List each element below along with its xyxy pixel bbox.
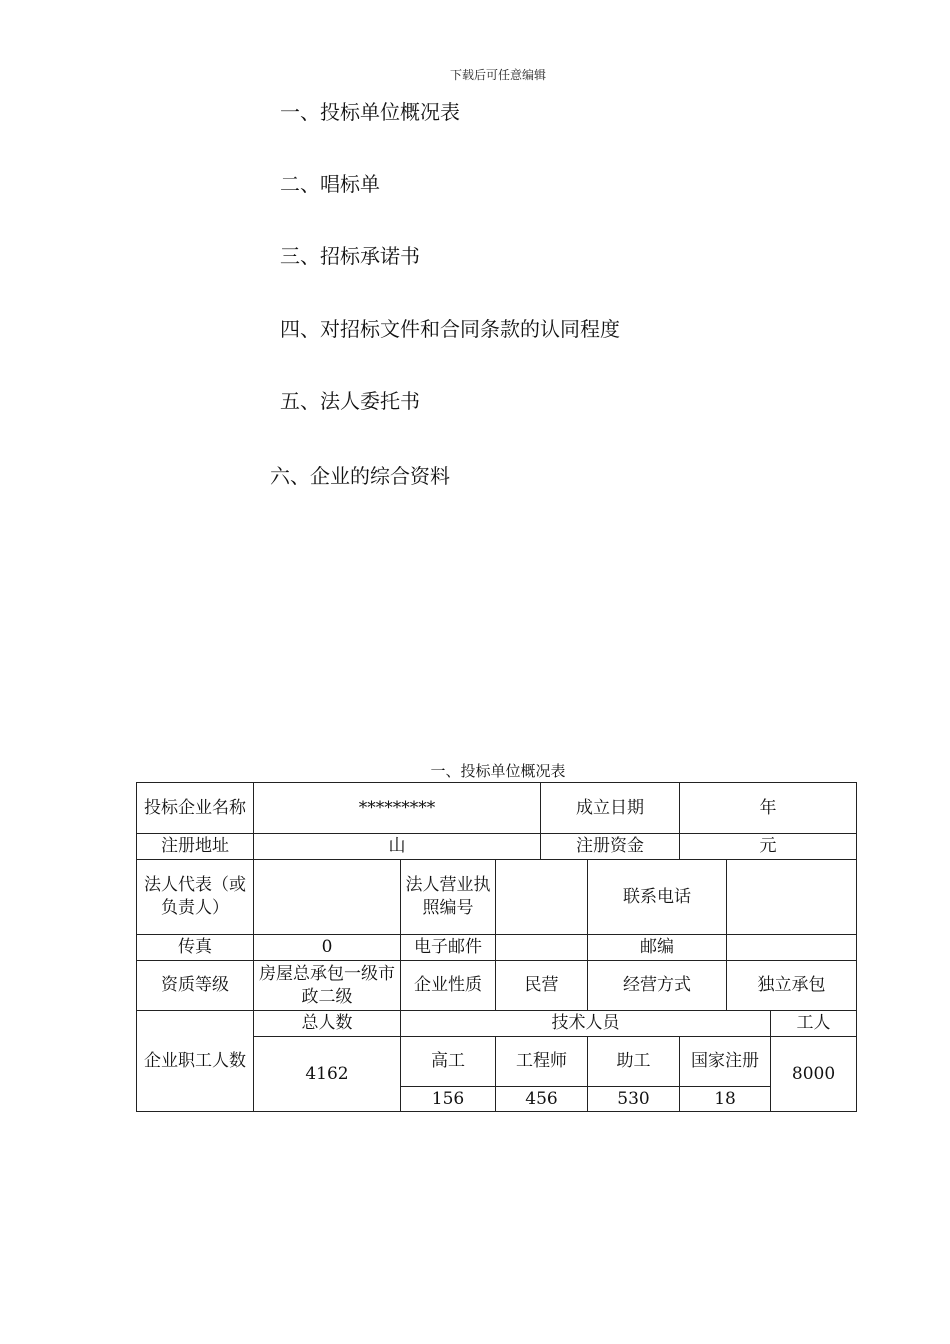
qualification-label: 资质等级 bbox=[137, 961, 254, 1011]
legal-rep-value bbox=[254, 860, 401, 935]
bidder-overview-table bbox=[136, 782, 857, 1112]
header-note: 下载后可任意编辑 bbox=[449, 68, 546, 82]
qualification-value: 房屋总承包一级市政二级 bbox=[254, 961, 401, 1011]
license-label: 法人营业执照编号 bbox=[401, 860, 496, 935]
tech-value-senior: 156 bbox=[401, 1087, 496, 1112]
tech-header-registered: 国家注册 bbox=[680, 1037, 771, 1087]
email-label: 电子邮件 bbox=[401, 935, 496, 961]
total-value: 4162 bbox=[254, 1037, 401, 1112]
toc-item-6: 六、企业的综合资料 bbox=[270, 464, 450, 488]
founded-label: 成立日期 bbox=[541, 783, 680, 834]
tech-value-registered: 18 bbox=[680, 1087, 771, 1112]
email-value bbox=[496, 935, 588, 961]
total-label: 总人数 bbox=[254, 1011, 401, 1037]
nature-value: 民营 bbox=[496, 961, 588, 1011]
tech-header-engineer: 工程师 bbox=[496, 1037, 588, 1087]
phone-value bbox=[727, 860, 857, 935]
postcode-label: 邮编 bbox=[588, 935, 727, 961]
worker-value: 8000 bbox=[771, 1037, 857, 1112]
phone-label: 联系电话 bbox=[588, 860, 727, 935]
capital-label: 注册资金 bbox=[541, 834, 680, 860]
table-row bbox=[137, 1011, 857, 1037]
address-value: 山 bbox=[254, 834, 541, 860]
toc-item-1: 一、投标单位概况表 bbox=[280, 100, 460, 124]
table-title: 一、投标单位概况表 bbox=[430, 762, 566, 780]
mode-label: 经营方式 bbox=[588, 961, 727, 1011]
postcode-value bbox=[727, 935, 857, 961]
nature-label: 企业性质 bbox=[401, 961, 496, 1011]
toc-item-3: 三、招标承诺书 bbox=[280, 244, 420, 268]
fax-value: 0 bbox=[254, 935, 401, 961]
license-value bbox=[496, 860, 588, 935]
company-name-value: ********* bbox=[254, 783, 541, 834]
fax-label: 传真 bbox=[137, 935, 254, 961]
toc-item-4: 四、对招标文件和合同条款的认同程度 bbox=[280, 317, 620, 341]
capital-value: 元 bbox=[680, 834, 857, 860]
mode-value: 独立承包 bbox=[727, 961, 857, 1011]
tech-value-assistant: 530 bbox=[588, 1087, 680, 1112]
toc-item-2: 二、唱标单 bbox=[280, 172, 380, 196]
worker-label: 工人 bbox=[771, 1011, 857, 1037]
address-label: 注册地址 bbox=[137, 834, 254, 860]
tech-label: 技术人员 bbox=[401, 1011, 771, 1037]
table-row bbox=[137, 935, 857, 961]
toc-item-5: 五、法人委托书 bbox=[280, 389, 420, 413]
founded-value: 年 bbox=[680, 783, 857, 834]
staff-label: 企业职工人数 bbox=[137, 1011, 254, 1112]
tech-header-senior: 高工 bbox=[401, 1037, 496, 1087]
table-row bbox=[137, 783, 857, 834]
company-name-label: 投标企业名称 bbox=[137, 783, 254, 834]
table-row bbox=[137, 860, 857, 935]
legal-rep-label: 法人代表（或负责人） bbox=[137, 860, 254, 935]
tech-header-assistant: 助工 bbox=[588, 1037, 680, 1087]
table-row bbox=[137, 834, 857, 860]
tech-value-engineer: 456 bbox=[496, 1087, 588, 1112]
table-row bbox=[137, 961, 857, 1011]
